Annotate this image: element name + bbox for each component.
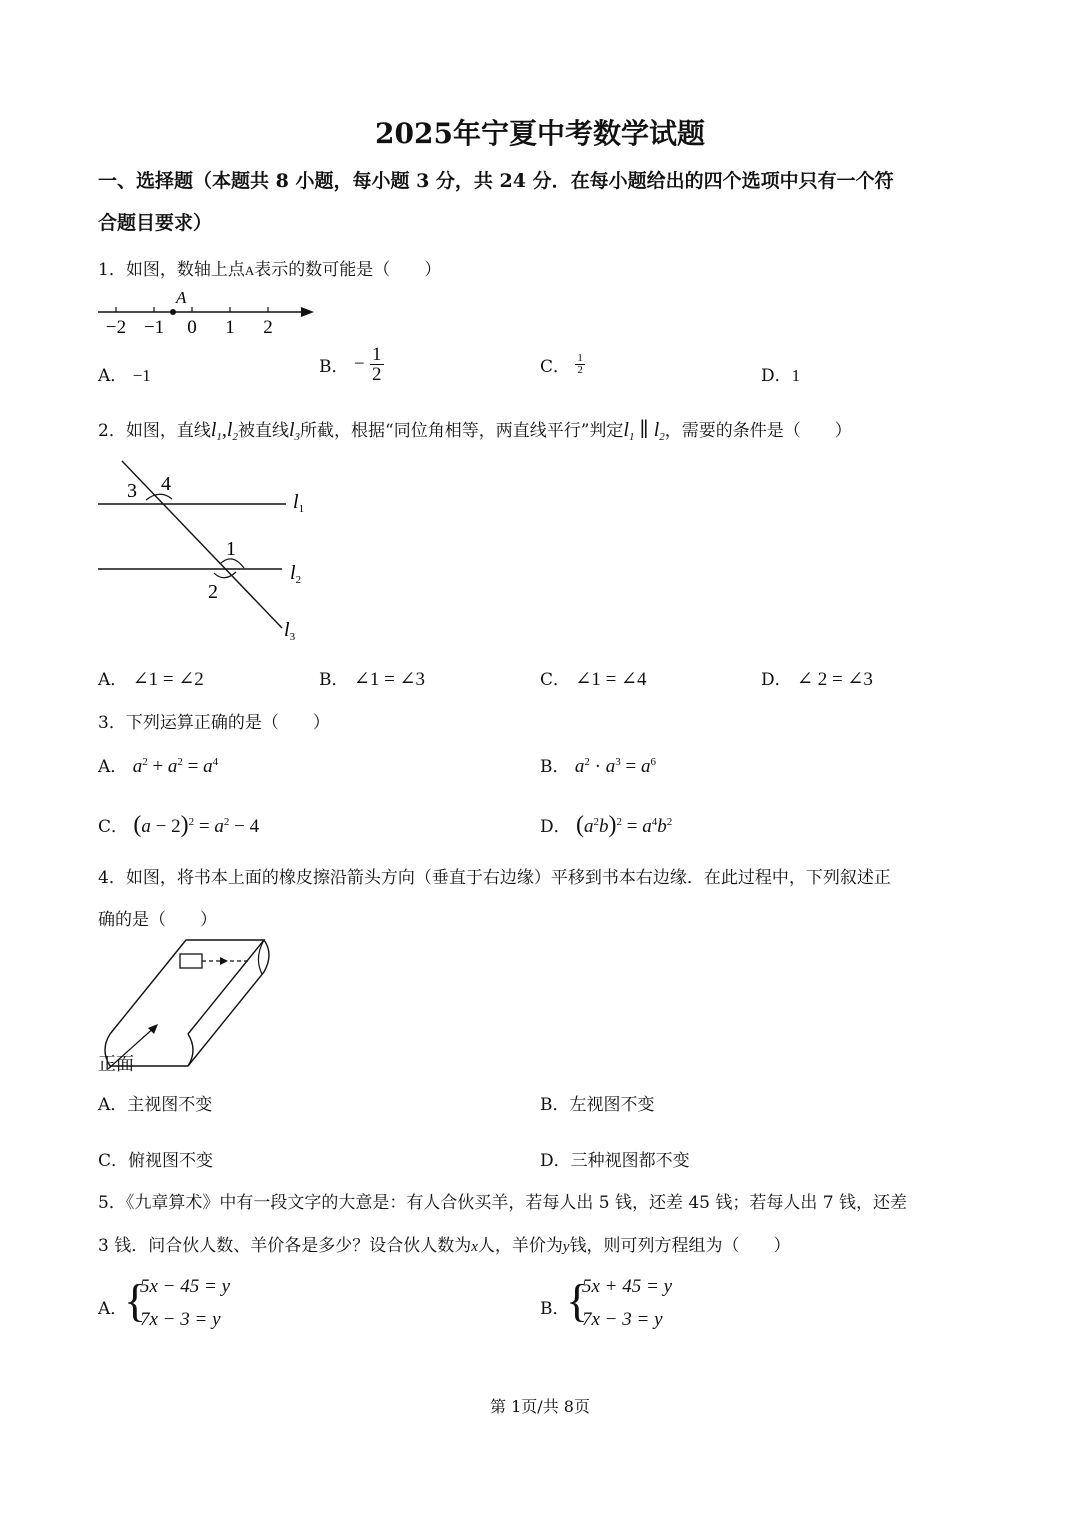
tick-label: 2 (263, 317, 273, 338)
q4-option-d: D．三种视图都不变 (540, 1151, 690, 1171)
tick-label: 0 (187, 317, 197, 338)
question-3-stem: 3．下列运算正确的是（ ） (98, 713, 330, 733)
question-5-stem-line1: 5．《九章算术》中有一段文字的大意是：有人合伙买羊，若每人出 5 钱，还差 45 钱；若每人出 7 钱，还差 (98, 1193, 908, 1213)
q5-option-a-eq2: 7x − 3 = y (140, 1309, 221, 1330)
q5-option-b-eq2: 7x − 3 = y (582, 1309, 663, 1330)
question-2-stem: 2．如图，直线$l_1,l_2$被直线$l_3$所截，根据“同位角相等，两直线平行”判定$l_1$ ∥ $l_2$，需要的条件是（ ） (98, 419, 852, 443)
q1-option-a: A． −1 (98, 366, 151, 386)
q1-stem-b: 表示的数可能是（ ） (254, 260, 442, 280)
question-1-stem (98, 255, 441, 280)
q1-option-b: B． − $\frac{1}{2}$ (319, 344, 382, 385)
q5-option-a-brace: { (124, 1275, 147, 1326)
q5-option-b-label: B． (540, 1299, 570, 1319)
question-4-stem-line2: 确的是（ ） (98, 910, 217, 930)
label-l1: $l_1$ (293, 491, 305, 515)
number-line-figure (96, 286, 326, 342)
q3-option-b: B． $a^2 \cdot a^3 = a^6$ (540, 756, 656, 777)
q1-point-name: A (244, 263, 255, 278)
section-heading-line1: 一、选择题（本题共 8 小题，每小题 3 分，共 24 分．在每小题给出的四个选项中只有一个符 (98, 170, 894, 192)
tick-label: −1 (143, 317, 165, 338)
q4-option-b: B．左视图不变 (540, 1095, 655, 1115)
q5-option-a-label: A． (98, 1299, 128, 1319)
q2-option-b: B． ∠1 = ∠3 (319, 669, 425, 690)
section-heading-line2: 合题目要求） (98, 212, 213, 234)
q4-option-a: A．主视图不变 (98, 1095, 213, 1115)
parallel-lines-figure (96, 456, 326, 646)
number-line-arrow (301, 307, 314, 317)
q2-option-d: D． ∠ 2 = ∠3 (761, 669, 873, 690)
q1-stem-a: 1．如图，数轴上点 (98, 260, 245, 280)
q3-option-c: C． $(a - 2)^2 = a^2 - 4$ (98, 812, 260, 838)
front-label: 正面 (98, 1054, 134, 1075)
q2-option-c: C． ∠1 = ∠4 (540, 669, 647, 690)
q5-option-a-eq1: 5x − 45 = y (140, 1276, 231, 1297)
label-l3: $l_3$ (284, 619, 296, 643)
q1-option-c: C． $\frac{1}{2}$ (540, 352, 583, 377)
line-l3 (122, 461, 282, 628)
number-line-point-a (170, 309, 176, 315)
angle-label-1: 1 (226, 538, 236, 560)
angle-label-4: 4 (161, 473, 171, 495)
angle-label-3: 3 (127, 480, 137, 502)
page-footer: 第 1页/共 8页 (490, 1397, 590, 1416)
move-arrow-head (220, 957, 228, 965)
q5-option-b-brace: { (566, 1275, 589, 1326)
q3-option-d: D． $(a^2b)^2 = a^4b^2$ (540, 812, 673, 838)
eraser (180, 954, 202, 968)
q4-option-c: C．俯视图不变 (98, 1151, 214, 1171)
number-line-point-label: A (176, 288, 187, 307)
q1-option-d: D．1 (761, 366, 801, 386)
question-5-stem-line2: 3 钱．问合伙人数、羊价各是多少？设合伙人数为x人，羊价为y钱，则可列方程组为（ ） (98, 1236, 791, 1256)
page-title: 2025年宁夏中考数学试题 (375, 117, 705, 150)
tick-label: −2 (105, 317, 127, 338)
q2-option-a: A． ∠1 = ∠2 (98, 669, 204, 690)
tick-label: 1 (225, 317, 235, 338)
angle-label-2: 2 (208, 581, 218, 603)
question-4-stem-line1: 4．如图，将书本上面的橡皮擦沿箭头方向（垂直于右边缘）平移到书本右边缘．在此过程中，下列叙述正 (98, 868, 891, 888)
q5-option-b-eq1: 5x + 45 = y (582, 1276, 673, 1297)
label-l2: $l_2$ (290, 562, 302, 586)
q3-option-a: A． $a^2 + a^2 = a^4$ (98, 756, 219, 777)
